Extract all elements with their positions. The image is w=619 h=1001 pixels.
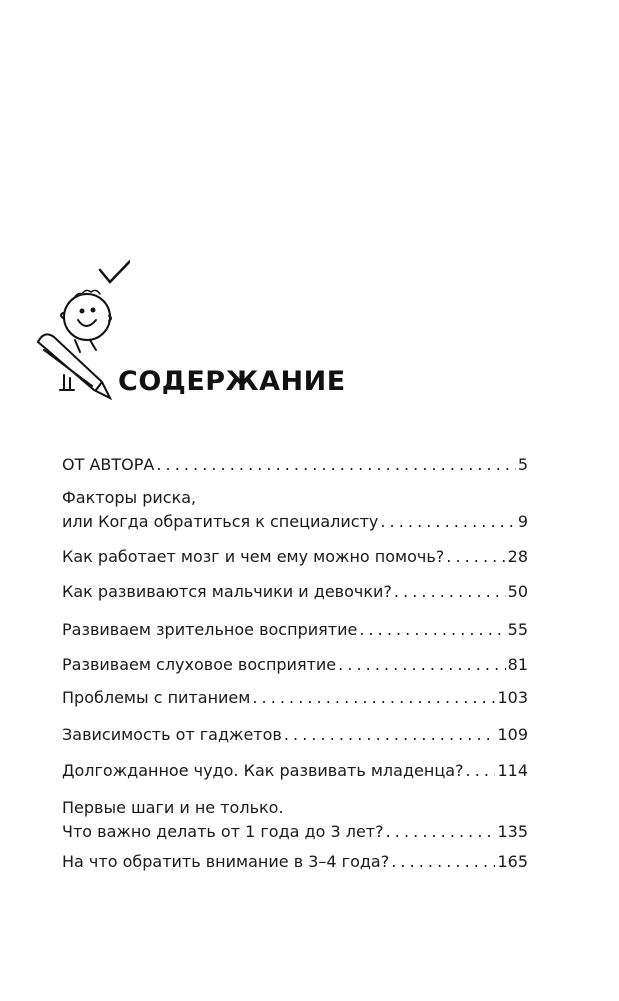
- toc-entry[interactable]: [62, 686, 528, 710]
- toc-entry[interactable]: [62, 796, 528, 844]
- dot-leader: [252, 686, 495, 710]
- toc-entry[interactable]: [62, 453, 528, 477]
- toc-entry[interactable]: [62, 850, 528, 874]
- toc-entry[interactable]: [62, 618, 528, 642]
- checkmark-icon: [100, 258, 130, 282]
- toc-entry[interactable]: [62, 545, 528, 569]
- toc-entry-title: Зависимость от гаджетов: [62, 725, 282, 744]
- toc-page-number: 135: [497, 822, 528, 841]
- dot-leader: [156, 453, 515, 477]
- dot-leader: [380, 510, 515, 534]
- toc-entry-title: или Когда обратиться к специалисту: [62, 512, 379, 531]
- toc-page-number: 81: [507, 655, 528, 674]
- dot-leader: [338, 653, 506, 677]
- toc-page-number: 28: [507, 547, 528, 566]
- toc-page-number: 109: [497, 725, 528, 744]
- dot-leader: [359, 618, 505, 642]
- toc-entry[interactable]: [62, 653, 528, 677]
- toc-entry-title: Как развиваются мальчики и девочки?: [62, 582, 392, 601]
- toc-entry-title: Как работает мозг и чем ему можно помочь?: [62, 547, 445, 566]
- page-title: СОДЕРЖАНИЕ: [118, 366, 346, 397]
- toc-page-number: 50: [507, 582, 528, 601]
- toc-entry-title: Развиваем слуховое восприятие: [62, 655, 337, 674]
- toc-entry-title: Развиваем зрительное восприятие: [62, 620, 358, 639]
- toc-entry-title: Проблемы с питанием: [62, 688, 251, 707]
- dot-leader: [446, 545, 505, 569]
- toc-page-number: 5: [517, 455, 528, 474]
- toc-entry[interactable]: [62, 580, 528, 604]
- dot-leader: [394, 580, 506, 604]
- toc-page-number: 103: [497, 688, 528, 707]
- toc-entry[interactable]: [62, 723, 528, 747]
- dot-leader: [386, 820, 496, 844]
- toc-page-number: 55: [507, 620, 528, 639]
- boy-with-pencil-illustration: [30, 240, 130, 400]
- toc-entry[interactable]: [62, 759, 528, 783]
- toc-page-number: 165: [497, 852, 528, 871]
- toc-entry-title: Долгожданное чудо. Как развивать младенца?: [62, 761, 464, 780]
- toc-entry-title-line: Первые шаги и не только.: [62, 798, 284, 817]
- toc-page-number: 9: [517, 512, 528, 531]
- toc-page-number: 114: [497, 761, 528, 780]
- dot-leader: [466, 759, 496, 783]
- toc-entry-title: На что обратить внимание в 3–4 года?: [62, 852, 390, 871]
- toc-entry[interactable]: [62, 486, 528, 534]
- dot-leader: [391, 850, 495, 874]
- toc-entry-title: ОТ АВТОРА: [62, 455, 155, 474]
- toc-entry-title: Что важно делать от 1 года до 3 лет?: [62, 822, 384, 841]
- dot-leader: [284, 723, 496, 747]
- toc-entry-title-line: Факторы риска,: [62, 488, 197, 507]
